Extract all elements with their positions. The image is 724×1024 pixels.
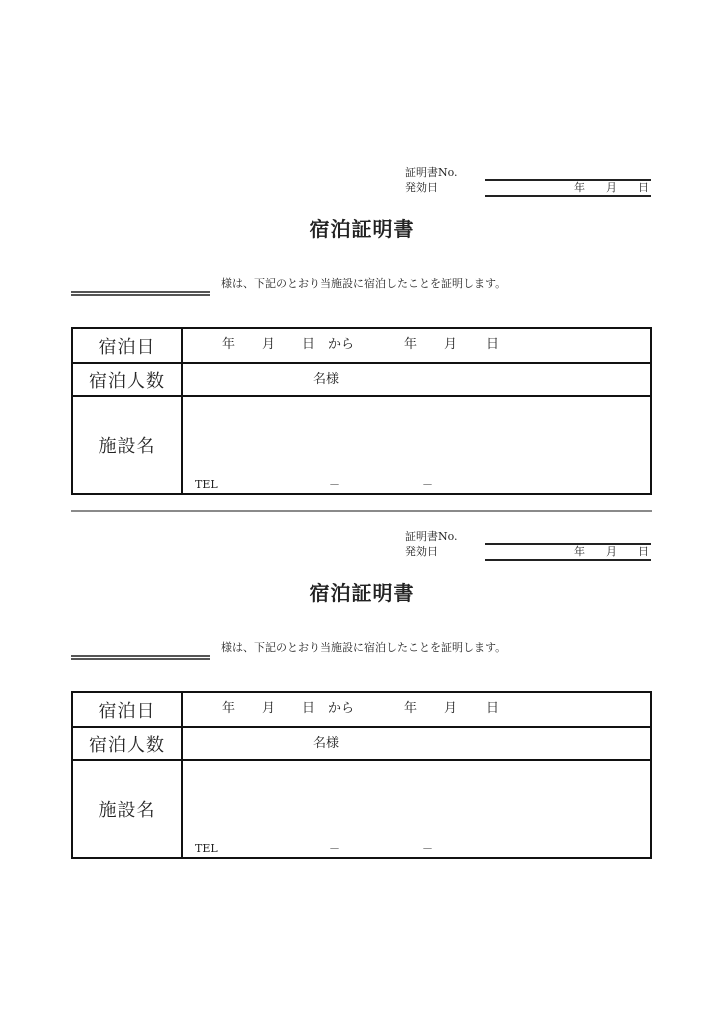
issue-date-label: 発効日: [405, 181, 438, 194]
stay-date-label: 宿泊日: [73, 329, 183, 362]
to-month-label: 月: [444, 337, 458, 352]
to-day-label: 日: [486, 701, 500, 716]
issue-date-field[interactable]: [485, 181, 651, 194]
certificate-copy-2: [0, 364, 724, 855]
guest-count-field[interactable]: [185, 728, 650, 759]
stay-date-row: [73, 329, 650, 364]
stay-details-table: [71, 691, 652, 859]
issue-year-label: 年: [574, 545, 585, 558]
from-year-label: 年: [222, 337, 236, 352]
from-day-label: 日: [302, 337, 316, 352]
stay-date-field[interactable]: [185, 329, 650, 362]
certificate-number-label: 証明書No.: [405, 166, 458, 179]
issue-month-label: 月: [606, 181, 617, 194]
guest-count-row: [73, 728, 650, 761]
issue-month-label: 月: [606, 545, 617, 558]
stay-date-row: [73, 693, 650, 728]
issue-date-label: 発効日: [405, 545, 438, 558]
issue-day-label: 日: [638, 181, 649, 194]
from-label: から: [328, 337, 355, 352]
to-month-label: 月: [444, 701, 458, 716]
guest-count-label: 宿泊人数: [73, 364, 183, 395]
certification-statement: 様は、下記のとおり当施設に宿泊したことを証明します。: [221, 641, 507, 654]
issue-date-underline: [485, 195, 651, 197]
stay-date-label: 宿泊日: [73, 693, 183, 726]
tel-label: TEL: [195, 478, 218, 491]
certification-statement: 様は、下記のとおり当施設に宿泊したことを証明します。: [221, 277, 507, 290]
issue-day-label: 日: [638, 545, 649, 558]
facility-name-label: 施設名: [73, 761, 183, 857]
facility-name-field[interactable]: [185, 761, 650, 857]
facility-name-label: 施設名: [73, 397, 183, 493]
to-year-label: 年: [404, 701, 418, 716]
from-month-label: 月: [262, 701, 276, 716]
from-month-label: 月: [262, 337, 276, 352]
document-title: 宿泊証明書: [309, 217, 415, 241]
from-label: から: [328, 701, 355, 716]
tel-label: TEL: [195, 842, 218, 855]
guest-name-field[interactable]: [71, 655, 210, 660]
guest-count-label: 宿泊人数: [73, 728, 183, 759]
certificate-number-label: 証明書No.: [405, 530, 458, 543]
from-year-label: 年: [222, 701, 236, 716]
tel-separator-1: －: [329, 478, 340, 491]
certificate-copy-1: [0, 0, 724, 491]
issue-year-label: 年: [574, 181, 585, 194]
from-day-label: 日: [302, 701, 316, 716]
guest-count-suffix: 名様: [313, 736, 340, 751]
to-day-label: 日: [486, 337, 500, 352]
tel-separator-2: －: [422, 842, 433, 855]
tel-separator-2: －: [422, 478, 433, 491]
issue-date-underline: [485, 559, 651, 561]
tel-separator-1: －: [329, 842, 340, 855]
guest-name-field[interactable]: [71, 291, 210, 296]
to-year-label: 年: [404, 337, 418, 352]
facility-row: [73, 761, 650, 857]
document-title: 宿泊証明書: [309, 581, 415, 605]
issue-date-field[interactable]: [485, 545, 651, 558]
guest-count-suffix: 名様: [313, 372, 340, 387]
stay-date-field[interactable]: [185, 693, 650, 726]
